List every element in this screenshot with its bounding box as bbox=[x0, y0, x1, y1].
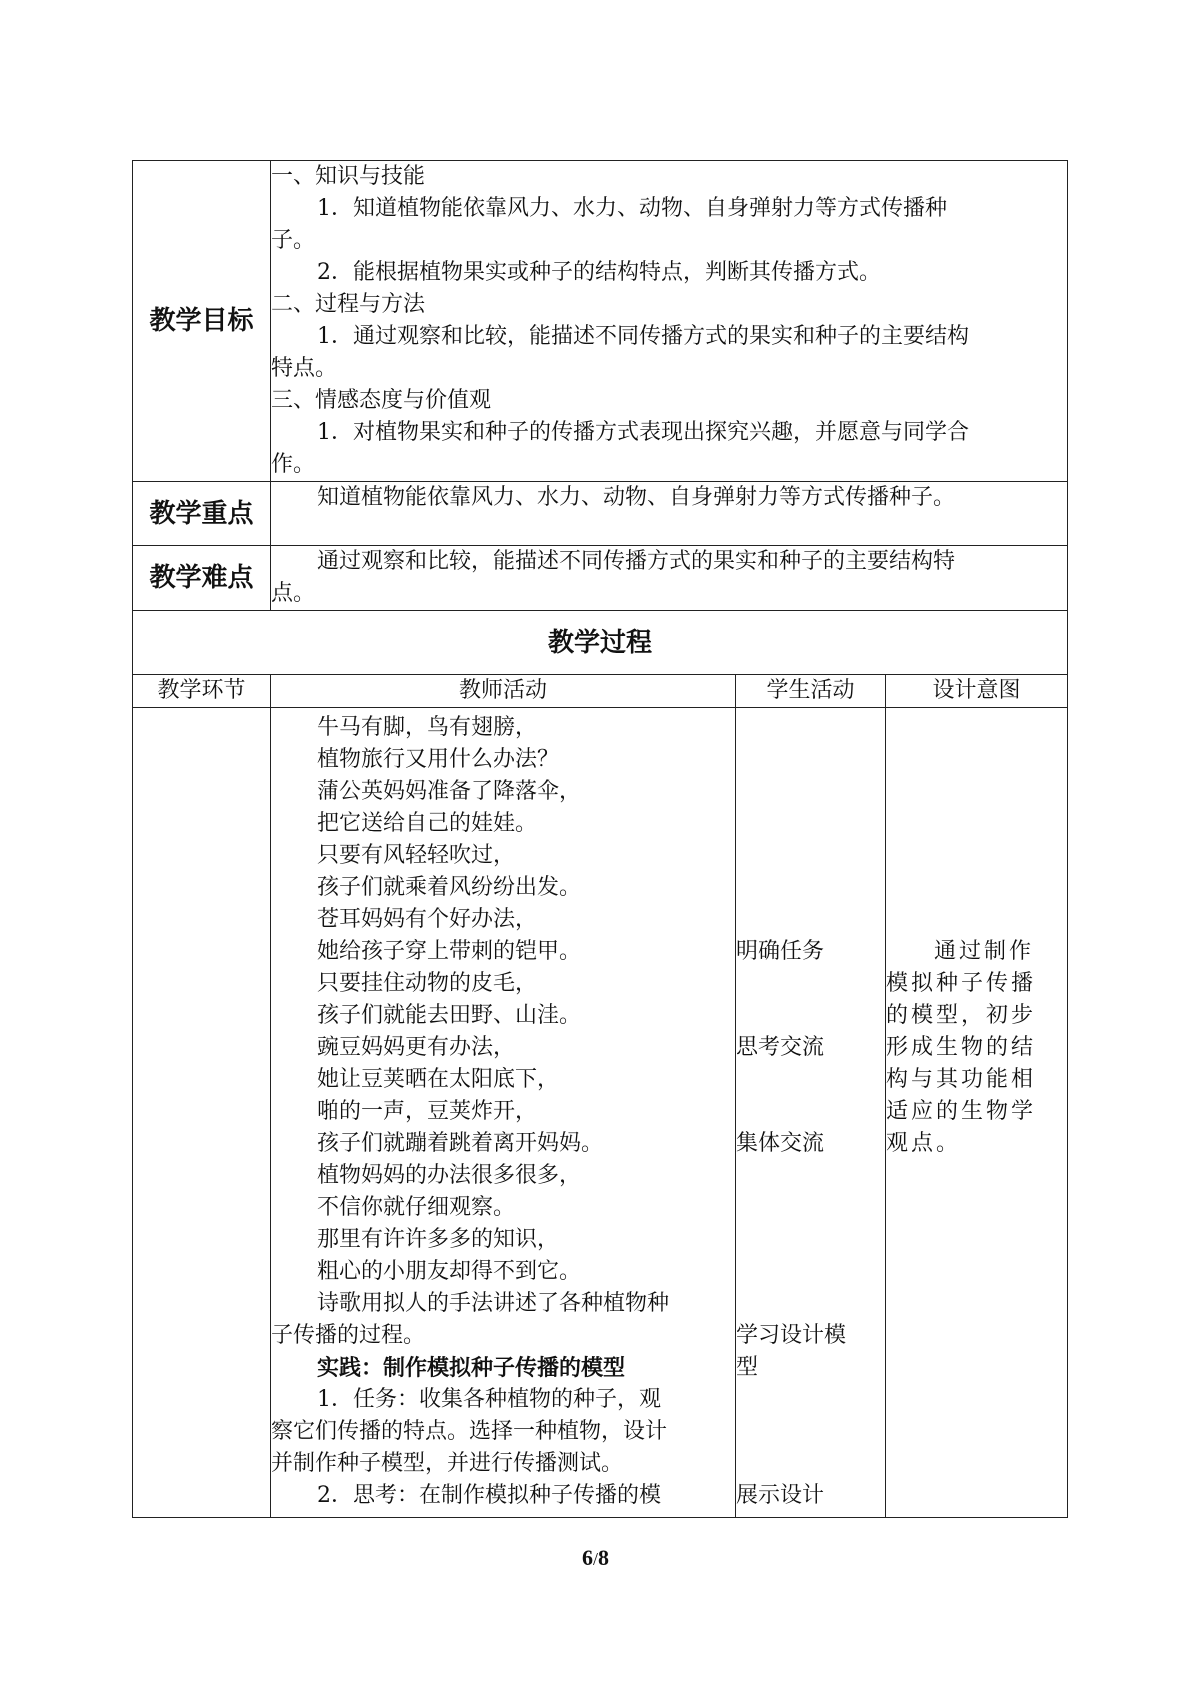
objectives-label: 教学目标 bbox=[133, 161, 271, 482]
teacher-line: 啪的一声，豆荚炸开， bbox=[317, 1099, 538, 1124]
teacher-line: 只要挂住动物的皮毛， bbox=[317, 971, 538, 996]
teacher-line: 并制作种子模型，并进行传播测试。 bbox=[271, 1451, 624, 1476]
student-line bbox=[736, 776, 885, 808]
teacher-line: 豌豆妈妈更有办法， bbox=[317, 1035, 516, 1060]
page-total: 8 bbox=[598, 1545, 609, 1570]
student-line bbox=[736, 1448, 885, 1480]
key-point-text: 知道植物能依靠风力、水力、动物、自身弹射力等方式传播种子。 bbox=[317, 485, 956, 510]
difficulty-line: 点。 bbox=[271, 581, 316, 606]
student-line bbox=[736, 872, 885, 904]
difficulty-row bbox=[133, 546, 1068, 611]
design-line bbox=[886, 744, 1067, 776]
page-number bbox=[0, 1545, 1191, 1571]
design-line bbox=[886, 712, 1067, 744]
student-line bbox=[736, 1096, 885, 1128]
teacher-line: 植物旅行又用什么办法？ bbox=[317, 747, 560, 772]
student-line bbox=[736, 968, 885, 1000]
student-line bbox=[736, 1000, 885, 1032]
design-line bbox=[886, 776, 1067, 808]
stage-cell bbox=[133, 708, 271, 1518]
design-line bbox=[886, 904, 1067, 936]
teacher-line: 牛马有脚，鸟有翅膀， bbox=[317, 715, 538, 740]
objectives-content bbox=[271, 161, 1068, 482]
column-header-design: 设计意图 bbox=[886, 675, 1068, 708]
student-line bbox=[736, 840, 885, 872]
student-line: 学习设计模 bbox=[736, 1323, 847, 1348]
objectives-line: 1．对植物果实和种子的传播方式表现出探究兴趣，并愿意与同学合 bbox=[317, 420, 969, 445]
design-line: 构与其功能相 bbox=[886, 1067, 1037, 1092]
process-title: 教学过程 bbox=[133, 611, 1068, 675]
process-header-row bbox=[133, 675, 1068, 708]
key-point-label: 教学重点 bbox=[133, 482, 271, 546]
teacher-line: 2．思考：在制作模拟种子传播的模 bbox=[317, 1483, 661, 1508]
teacher-line: 诗歌用拟人的手法讲述了各种植物种 bbox=[317, 1291, 670, 1316]
objectives-line: 1．知道植物能依靠风力、水力、动物、自身弹射力等方式传播种 bbox=[317, 196, 947, 221]
objectives-row bbox=[133, 161, 1068, 482]
key-point-content bbox=[271, 482, 1068, 546]
student-line: 展示设计 bbox=[736, 1483, 825, 1508]
process-content-row bbox=[133, 708, 1068, 1518]
teacher-line: 她让豆荚晒在太阳底下， bbox=[317, 1067, 560, 1092]
objectives-line: 三、情感态度与价值观 bbox=[271, 388, 492, 413]
objectives-line: 2．能根据植物果实或种子的结构特点，判断其传播方式。 bbox=[317, 260, 881, 285]
student-line bbox=[736, 1160, 885, 1192]
design-line bbox=[886, 840, 1067, 872]
student-line: 集体交流 bbox=[736, 1131, 825, 1156]
student-line bbox=[736, 1384, 885, 1416]
teacher-line: 1．任务：收集各种植物的种子，观 bbox=[317, 1387, 661, 1412]
student-line bbox=[736, 1224, 885, 1256]
teacher-line: 把它送给自己的娃娃。 bbox=[317, 811, 538, 836]
key-point-row bbox=[133, 482, 1068, 546]
column-header-student: 学生活动 bbox=[736, 675, 886, 708]
design-line: 形成生物的结 bbox=[886, 1035, 1037, 1060]
teacher-line: 察它们传播的特点。选择一种植物，设计 bbox=[271, 1419, 668, 1444]
objectives-line: 1．通过观察和比较，能描述不同传播方式的果实和种子的主要结构 bbox=[317, 324, 969, 349]
design-line: 适应的生物学 bbox=[886, 1099, 1037, 1124]
page-separator: / bbox=[592, 1549, 598, 1569]
design-line: 模拟种子传播 bbox=[886, 971, 1037, 996]
student-line bbox=[736, 1288, 885, 1320]
difficulty-label: 教学难点 bbox=[133, 546, 271, 611]
teacher-line: 她给孩子穿上带刺的铠甲。 bbox=[317, 939, 582, 964]
student-line bbox=[736, 1064, 885, 1096]
student-line: 明确任务 bbox=[736, 939, 825, 964]
teacher-line: 孩子们就能去田野、山洼。 bbox=[317, 1003, 582, 1028]
student-line: 思考交流 bbox=[736, 1035, 825, 1060]
student-line bbox=[736, 904, 885, 936]
student-line bbox=[736, 1192, 885, 1224]
lesson-plan-table bbox=[132, 160, 1068, 1518]
student-line: 型 bbox=[736, 1355, 759, 1380]
teacher-line: 孩子们就蹦着跳着离开妈妈。 bbox=[317, 1131, 604, 1156]
objectives-line: 作。 bbox=[271, 452, 316, 477]
teacher-activity-cell bbox=[271, 708, 736, 1518]
process-title-row bbox=[133, 611, 1068, 675]
student-line bbox=[736, 1256, 885, 1288]
objectives-line: 子。 bbox=[271, 228, 316, 253]
column-header-stage: 教学环节 bbox=[133, 675, 271, 708]
teacher-line: 不信你就仔细观察。 bbox=[317, 1195, 516, 1220]
student-line bbox=[736, 712, 885, 744]
student-activity-cell bbox=[736, 708, 886, 1518]
objectives-line: 一、知识与技能 bbox=[271, 164, 426, 189]
design-line bbox=[886, 808, 1067, 840]
teacher-line: 植物妈妈的办法很多很多， bbox=[317, 1163, 582, 1188]
teacher-line: 子传播的过程。 bbox=[271, 1323, 426, 1348]
design-line bbox=[886, 872, 1067, 904]
practice-heading: 实践：制作模拟种子传播的模型 bbox=[317, 1355, 626, 1381]
teacher-line: 只要有风轻轻吹过， bbox=[317, 843, 516, 868]
teacher-line: 粗心的小朋友却得不到它。 bbox=[317, 1259, 582, 1284]
page-current: 6 bbox=[581, 1545, 593, 1570]
teacher-line: 那里有许许多多的知识， bbox=[317, 1227, 560, 1252]
teacher-line: 孩子们就乘着风纷纷出发。 bbox=[317, 875, 582, 900]
student-line bbox=[736, 744, 885, 776]
student-line bbox=[736, 808, 885, 840]
column-header-teacher: 教师活动 bbox=[271, 675, 736, 708]
teacher-line: 苍耳妈妈有个好办法， bbox=[317, 907, 538, 932]
design-line: 通过制作 bbox=[934, 939, 1035, 964]
design-line: 的模型，初步 bbox=[886, 1003, 1037, 1028]
objectives-line: 特点。 bbox=[271, 356, 338, 381]
design-intent-cell bbox=[886, 708, 1068, 1518]
design-line: 观点。 bbox=[886, 1131, 962, 1156]
difficulty-content bbox=[271, 546, 1068, 611]
teacher-line: 蒲公英妈妈准备了降落伞， bbox=[317, 779, 582, 804]
objectives-line: 二、过程与方法 bbox=[271, 292, 426, 317]
difficulty-line: 通过观察和比较，能描述不同传播方式的果实和种子的主要结构特 bbox=[317, 549, 956, 574]
student-line bbox=[736, 1416, 885, 1448]
